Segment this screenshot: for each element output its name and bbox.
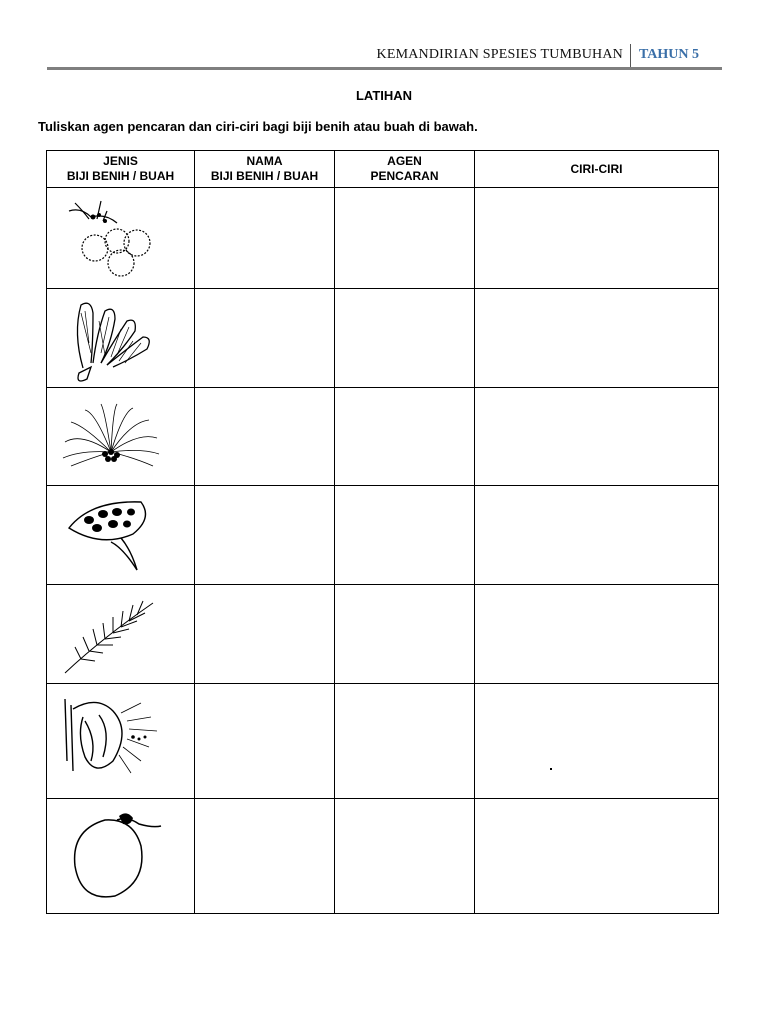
row-features-cell[interactable] (475, 388, 719, 486)
table-header-row (47, 151, 719, 188)
row-name-cell[interactable] (195, 388, 335, 486)
stray-dot (550, 768, 552, 770)
row-name-cell[interactable] (195, 585, 335, 684)
row-features-cell[interactable] (475, 585, 719, 684)
row-name-cell[interactable] (195, 799, 335, 914)
row-picture (47, 684, 195, 799)
row-agent-cell[interactable] (335, 684, 475, 799)
table-row (47, 289, 719, 388)
row-picture (47, 289, 195, 388)
table-row (47, 188, 719, 289)
grass-spike-icon (61, 589, 161, 679)
row-picture (47, 486, 195, 585)
page-title: LATIHAN (355, 88, 413, 103)
row-features-cell[interactable] (475, 188, 719, 289)
coconut-fruit-icon (61, 806, 171, 906)
header-year: TAHUN 5 (639, 47, 700, 62)
row-picture (47, 799, 195, 914)
table-row (47, 799, 719, 914)
row-features-cell[interactable] (475, 684, 719, 799)
row-features-cell[interactable] (475, 486, 719, 585)
row-agent-cell[interactable] (335, 188, 475, 289)
instruction-text: Tuliskan agen pencaran dan ciri-ciri bagi biji benih atau buah di bawah. (38, 119, 478, 134)
lotus-seed-pod-icon (61, 490, 161, 580)
winged-seed-pods-icon (61, 293, 161, 383)
row-name-cell[interactable] (195, 684, 335, 799)
header-agent: AGEN PENCARAN (335, 151, 475, 188)
header-rule (47, 67, 722, 70)
table-row (47, 486, 719, 585)
header-title: KEMANDIRIAN SPESIES TUMBUHAN (376, 47, 623, 62)
row-agent-cell[interactable] (335, 388, 475, 486)
row-features-cell[interactable] (475, 289, 719, 388)
spiky-fruit-cluster-icon (61, 193, 161, 283)
page-header (0, 44, 768, 68)
row-features-cell[interactable] (475, 799, 719, 914)
row-name-cell[interactable] (195, 188, 335, 289)
table-row (47, 585, 719, 684)
row-agent-cell[interactable] (335, 799, 475, 914)
row-picture (47, 585, 195, 684)
worksheet-table (46, 150, 719, 914)
row-picture (47, 388, 195, 486)
row-name-cell[interactable] (195, 486, 335, 585)
row-agent-cell[interactable] (335, 585, 475, 684)
bursting-pod-icon (61, 691, 171, 791)
row-name-cell[interactable] (195, 289, 335, 388)
hairy-seed-icon (61, 392, 161, 482)
header-type: JENIS BIJI BENIH / BUAH (47, 151, 195, 188)
row-agent-cell[interactable] (335, 486, 475, 585)
table-row (47, 388, 719, 486)
row-picture (47, 188, 195, 289)
table-row (47, 684, 719, 799)
header-name: NAMA BIJI BENIH / BUAH (195, 151, 335, 188)
row-agent-cell[interactable] (335, 289, 475, 388)
header-features: CIRI-CIRI (475, 151, 719, 188)
